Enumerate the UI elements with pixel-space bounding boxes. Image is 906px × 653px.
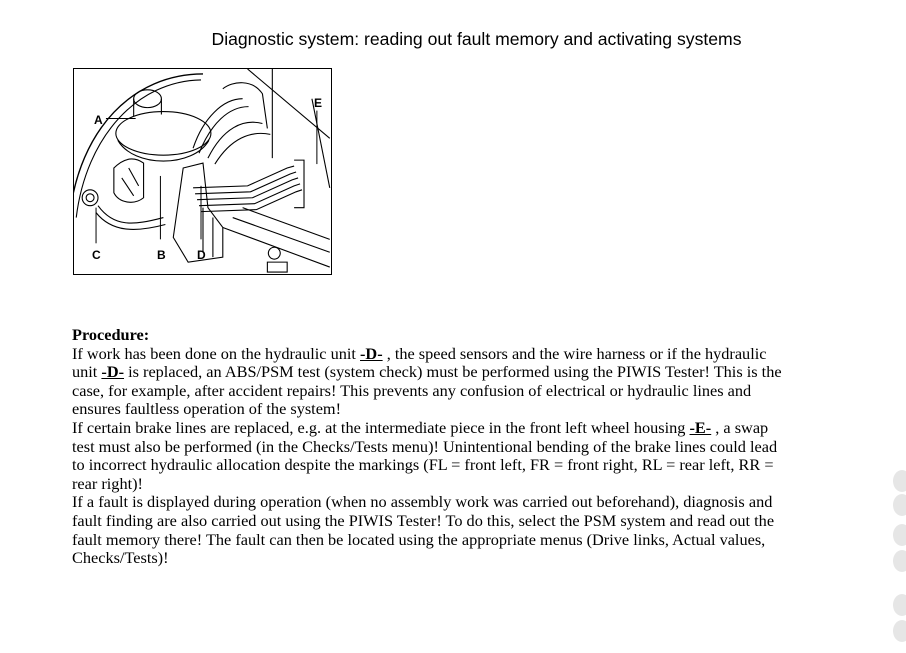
figure-label-b: B bbox=[157, 248, 166, 262]
text-line: If a fault is displayed during operation (when no assembly work was carried out beforehand), diagnosis and bbox=[72, 492, 773, 512]
component-reference: -D- bbox=[101, 362, 125, 382]
text-line: Checks/Tests)! bbox=[72, 548, 169, 568]
watermark-glyph bbox=[893, 594, 906, 616]
fitting-c bbox=[82, 190, 98, 206]
watermark bbox=[893, 470, 906, 653]
hydraulic-unit-drawing bbox=[74, 69, 331, 274]
procedure-paragraph bbox=[72, 419, 882, 493]
hydraulic-unit-figure bbox=[73, 68, 332, 275]
page-title: Diagnostic system: reading out fault memory and activating systems bbox=[211, 29, 742, 49]
brake-lines-to-e bbox=[193, 166, 294, 188]
watermark-glyph bbox=[893, 494, 906, 516]
watermark-glyph bbox=[893, 550, 906, 572]
component-reference: -E- bbox=[689, 417, 712, 437]
watermark-glyph bbox=[893, 620, 906, 642]
text-line: fault memory there! The fault can then be located using the appropriate menus (Drive links, Actual values, bbox=[72, 529, 766, 549]
procedure-paragraph bbox=[72, 493, 882, 567]
figure-label-c: C bbox=[92, 248, 101, 262]
watermark-glyph bbox=[893, 524, 906, 546]
procedure-paragraph bbox=[72, 345, 882, 419]
text-line: test must also be performed (in the Checks/Tests menu)! Unintentional bending of the brake lines could lead bbox=[72, 436, 778, 456]
figure-label-d: D bbox=[197, 248, 206, 262]
reservoir-cap bbox=[134, 90, 162, 108]
text-line: fault finding are also carried out using the PIWIS Tester! To do this, select the PSM system and read out the bbox=[72, 510, 775, 530]
text-line: to incorrect hydraulic allocation despite the markings (FL = front left, FR = front right, RL = rear left, RR = bbox=[72, 455, 774, 475]
text-line: rear right)! bbox=[72, 473, 143, 493]
master-cylinder-detail bbox=[122, 168, 139, 196]
component-reference: -D- bbox=[360, 343, 383, 363]
figure-label-a: A bbox=[94, 113, 103, 127]
procedure-section bbox=[72, 326, 882, 568]
watermark-glyph bbox=[893, 470, 906, 492]
text-line: If work has been done on the hydraulic unit -D- , the speed sensors and the wire harness or if the hydraulic bbox=[72, 343, 767, 363]
procedure-heading: Procedure: bbox=[72, 325, 150, 344]
text-line: unit -D- is replaced, an ABS/PSM test (system check) must be performed using the PIWIS Tester! This is the bbox=[72, 362, 782, 382]
master-cylinder bbox=[114, 159, 144, 202]
text-line: case, for example, after accident repairs! This prevents any confusion of electrical or hydraulic lines and bbox=[72, 380, 752, 400]
mounting-bolt bbox=[268, 247, 280, 259]
brake-booster-inner bbox=[76, 80, 201, 218]
text-line: ensures faultless operation of the system! bbox=[72, 399, 342, 419]
text-line: If certain brake lines are replaced, e.g. at the intermediate piece in the front left wheel housing -E- , a swap bbox=[72, 417, 769, 437]
procedure-paragraphs bbox=[72, 345, 882, 568]
figure-label-e: E bbox=[314, 96, 323, 110]
